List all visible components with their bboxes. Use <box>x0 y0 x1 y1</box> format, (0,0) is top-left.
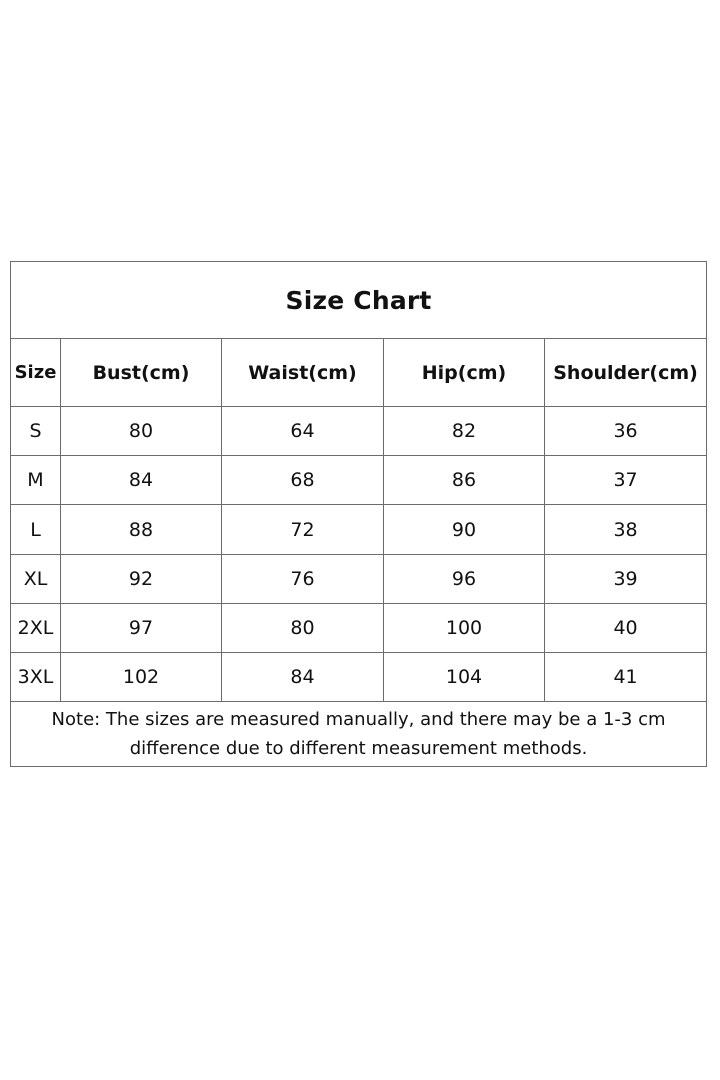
bust-cell: 88 <box>61 505 222 554</box>
size-cell: L <box>11 505 61 554</box>
column-header-bust: Bust(cm) <box>61 339 222 407</box>
hip-cell: 104 <box>384 652 545 701</box>
shoulder-cell: 39 <box>545 554 707 603</box>
bust-cell: 84 <box>61 456 222 505</box>
shoulder-cell: 36 <box>545 407 707 456</box>
bust-cell: 102 <box>61 652 222 701</box>
chart-title: Size Chart <box>11 262 707 339</box>
bust-cell: 92 <box>61 554 222 603</box>
size-cell: 2XL <box>11 603 61 652</box>
size-cell: S <box>11 407 61 456</box>
header-row <box>11 339 707 407</box>
waist-cell: 84 <box>222 652 384 701</box>
shoulder-cell: 38 <box>545 505 707 554</box>
column-header-shoulder: Shoulder(cm) <box>545 339 707 407</box>
table-row <box>11 652 707 701</box>
column-header-hip: Hip(cm) <box>384 339 545 407</box>
size-cell: 3XL <box>11 652 61 701</box>
column-header-size: Size <box>11 339 61 407</box>
shoulder-cell: 41 <box>545 652 707 701</box>
hip-cell: 82 <box>384 407 545 456</box>
bust-cell: 80 <box>61 407 222 456</box>
table-row <box>11 554 707 603</box>
waist-cell: 68 <box>222 456 384 505</box>
shoulder-cell: 37 <box>545 456 707 505</box>
waist-cell: 80 <box>222 603 384 652</box>
bust-cell: 97 <box>61 603 222 652</box>
hip-cell: 90 <box>384 505 545 554</box>
table-row <box>11 456 707 505</box>
size-chart-table <box>10 261 707 767</box>
measurement-note: Note: The sizes are measured manually, and there may be a 1-3 cm difference due to different measurement methods. <box>11 701 707 766</box>
waist-cell: 72 <box>222 505 384 554</box>
hip-cell: 100 <box>384 603 545 652</box>
size-cell: XL <box>11 554 61 603</box>
table-row <box>11 505 707 554</box>
hip-cell: 96 <box>384 554 545 603</box>
column-header-waist: Waist(cm) <box>222 339 384 407</box>
table-row <box>11 603 707 652</box>
table-row <box>11 407 707 456</box>
size-cell: M <box>11 456 61 505</box>
waist-cell: 76 <box>222 554 384 603</box>
shoulder-cell: 40 <box>545 603 707 652</box>
hip-cell: 86 <box>384 456 545 505</box>
waist-cell: 64 <box>222 407 384 456</box>
